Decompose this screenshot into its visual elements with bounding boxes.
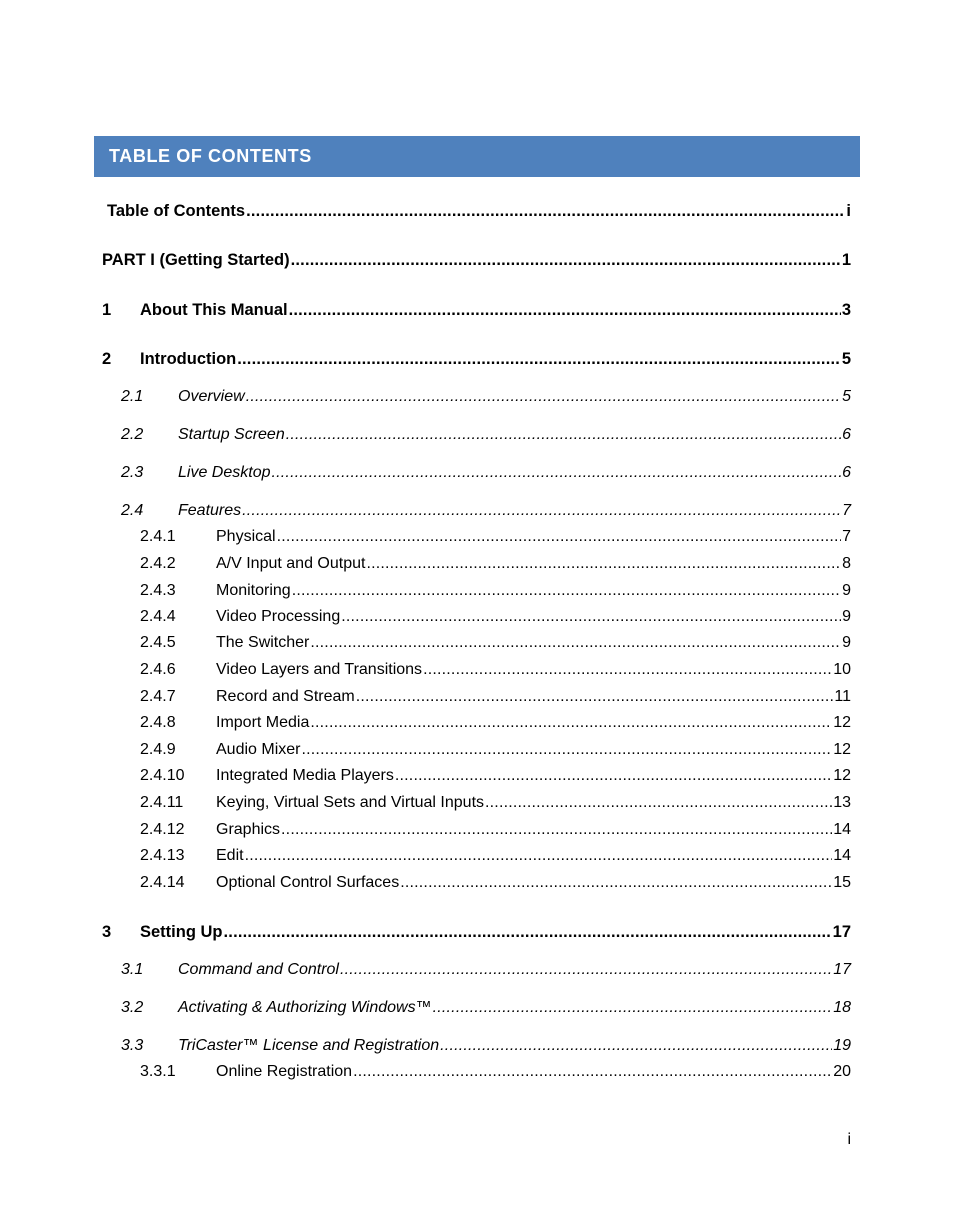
toc-entry-title: Edit xyxy=(216,847,244,864)
toc-entry-title: Integrated Media Players xyxy=(216,767,394,784)
toc-dot-leader xyxy=(341,606,841,628)
toc-entry-title: Live Desktop xyxy=(178,464,271,481)
toc-entry[interactable] xyxy=(140,606,851,628)
toc-entry[interactable] xyxy=(121,997,851,1019)
toc-dot-leader xyxy=(485,792,832,814)
toc-dot-leader xyxy=(440,1035,832,1057)
toc-entry[interactable] xyxy=(140,553,851,575)
toc-entry[interactable] xyxy=(121,424,851,446)
toc-entry-page: 1 xyxy=(841,251,851,269)
toc-entry-page: 20 xyxy=(833,1063,851,1080)
toc-entry[interactable] xyxy=(121,1035,851,1057)
toc-entry-page: 14 xyxy=(833,847,851,864)
toc-dot-leader xyxy=(423,659,832,681)
toc-entry-page: 12 xyxy=(833,741,851,758)
toc-entry-title: Physical xyxy=(216,528,276,545)
toc-entry-page: 8 xyxy=(842,555,851,572)
toc-entry-page: i xyxy=(846,202,851,220)
toc-entry[interactable] xyxy=(102,921,851,943)
toc-entry-page: 5 xyxy=(841,350,851,368)
toc-dot-leader xyxy=(224,921,832,943)
toc-entry-title: Optional Control Surfaces xyxy=(216,874,400,891)
toc-dot-leader xyxy=(291,249,841,271)
toc-dot-leader xyxy=(340,959,832,981)
toc-entry-number: 2.4.5 xyxy=(140,634,176,651)
toc-entry[interactable] xyxy=(140,845,851,867)
toc-dot-leader xyxy=(289,299,841,321)
toc-entry-title: Video Layers and Transitions xyxy=(216,661,423,678)
toc-entry-page: 12 xyxy=(833,714,851,731)
toc-dot-leader xyxy=(400,872,832,894)
toc-entry-title: A/V Input and Output xyxy=(216,555,366,572)
toc-dot-leader xyxy=(246,386,841,408)
toc-entry-number: 3.3.1 xyxy=(140,1063,176,1080)
toc-entry-number: 2.1 xyxy=(121,388,144,405)
toc-entry-number: 2.4.8 xyxy=(140,714,176,731)
toc-entry-number: 2.4.14 xyxy=(140,874,185,891)
toc-entry-number: 2.4.3 xyxy=(140,582,176,599)
toc-entry[interactable] xyxy=(140,765,851,787)
toc-entry[interactable] xyxy=(121,500,851,522)
toc-entry-page: 11 xyxy=(834,688,851,705)
toc-entry-title: Graphics xyxy=(216,821,281,838)
toc-entry-title: Table of Contents xyxy=(107,202,246,220)
toc-entry-title: Setting Up xyxy=(140,923,223,941)
toc-entry-page: 14 xyxy=(833,821,851,838)
toc-entry-number: 2.2 xyxy=(121,426,144,443)
toc-entry-page: 15 xyxy=(833,874,851,891)
toc-dot-leader xyxy=(301,739,832,761)
toc-entry-number: 2.4.11 xyxy=(140,794,184,811)
page-number: i xyxy=(847,1131,851,1148)
toc-entry[interactable] xyxy=(107,200,851,222)
toc-entry[interactable] xyxy=(102,348,851,370)
toc-entry[interactable] xyxy=(121,462,851,484)
toc-entry-title: Audio Mixer xyxy=(216,741,301,758)
toc-entry[interactable] xyxy=(140,739,851,761)
toc-dot-leader xyxy=(277,526,842,548)
toc-dot-leader xyxy=(272,462,842,484)
toc-entry[interactable] xyxy=(140,526,851,548)
toc-entry-page: 5 xyxy=(842,388,851,405)
toc-entry-title: Import Media xyxy=(216,714,310,731)
toc-entry-number: 2.4.12 xyxy=(140,821,185,838)
toc-entry-title: Overview xyxy=(178,388,245,405)
toc-entry[interactable] xyxy=(140,580,851,602)
toc-dot-leader xyxy=(281,819,832,841)
toc-entry-number: 2.4.10 xyxy=(140,767,185,784)
toc-entry-page: 6 xyxy=(842,426,851,443)
toc-entry-page: 18 xyxy=(833,999,851,1016)
toc-entry[interactable] xyxy=(140,659,851,681)
toc-dot-leader xyxy=(356,686,834,708)
toc-entry-number: 2.4.2 xyxy=(140,555,176,572)
toc-entry-title: Video Processing xyxy=(216,608,341,625)
toc-entry-page: 19 xyxy=(833,1037,851,1054)
toc-entry-title: Online Registration xyxy=(216,1063,353,1080)
toc-entry[interactable] xyxy=(121,959,851,981)
toc-entry[interactable] xyxy=(140,632,851,654)
toc-entry-number: 2.4.1 xyxy=(140,528,176,545)
toc-entry[interactable] xyxy=(140,686,851,708)
toc-entry-number: 2.4.9 xyxy=(140,741,176,758)
toc-entry-number: 3 xyxy=(102,923,112,941)
toc-heading: TABLE OF CONTENTS xyxy=(94,136,860,177)
toc-entry-number: 3.2 xyxy=(121,999,144,1016)
toc-entry[interactable] xyxy=(140,712,851,734)
toc-entry-number: 3.3 xyxy=(121,1037,144,1054)
toc-entry-page: 9 xyxy=(842,608,851,625)
toc-entry[interactable] xyxy=(102,249,851,271)
toc-dot-leader xyxy=(395,765,832,787)
toc-entry-title: Features xyxy=(178,502,242,519)
toc-entry-page: 7 xyxy=(842,502,851,519)
toc-entry-title: The Switcher xyxy=(216,634,310,651)
toc-entry-number: 2 xyxy=(102,350,112,368)
toc-entry-title: Record and Stream xyxy=(216,688,355,705)
toc-entry-page: 3 xyxy=(841,301,851,319)
toc-entry[interactable] xyxy=(140,1061,851,1083)
toc-entry[interactable] xyxy=(140,872,851,894)
toc-dot-leader xyxy=(245,845,833,867)
toc-entry[interactable] xyxy=(102,299,851,321)
toc-entry-page: 7 xyxy=(842,528,851,545)
toc-entry-title: Monitoring xyxy=(216,582,291,599)
toc-entry-page: 12 xyxy=(833,767,851,784)
toc-dot-leader xyxy=(366,553,841,575)
toc-entry-number: 2.4 xyxy=(121,502,144,519)
toc-entry-page: 13 xyxy=(833,794,851,811)
toc-entry-number: 3.1 xyxy=(121,961,144,978)
toc-dot-leader xyxy=(310,712,832,734)
toc-entry-number: 2.4.4 xyxy=(140,608,176,625)
toc-dot-leader xyxy=(237,348,841,370)
toc-entry-title: Startup Screen xyxy=(178,426,285,443)
toc-dot-leader xyxy=(292,580,841,602)
toc-entry-number: 1 xyxy=(102,301,112,319)
toc-entry-title: Keying, Virtual Sets and Virtual Inputs xyxy=(216,794,485,811)
toc-entry[interactable] xyxy=(140,792,851,814)
toc-dot-leader xyxy=(310,632,841,654)
toc-entry-page: 10 xyxy=(833,661,851,678)
toc-dot-leader xyxy=(286,424,841,446)
toc-dot-leader xyxy=(433,997,833,1019)
toc-entry-number: 2.4.13 xyxy=(140,847,185,864)
toc-entry[interactable] xyxy=(121,386,851,408)
toc-entry-number: 2.3 xyxy=(121,464,144,481)
toc-entry-number: 2.4.6 xyxy=(140,661,176,678)
toc-dot-leader xyxy=(353,1061,832,1083)
toc-entry[interactable] xyxy=(140,819,851,841)
toc-entry-title: About This Manual xyxy=(140,301,288,319)
toc-entry-title: TriCaster™ License and Registration xyxy=(178,1037,440,1054)
toc-entry-page: 9 xyxy=(842,634,851,651)
toc-entry-title: PART I (Getting Started) xyxy=(102,251,290,269)
toc-entry-title: Introduction xyxy=(140,350,237,368)
toc-dot-leader xyxy=(246,200,845,222)
toc-entry-page: 17 xyxy=(832,923,851,941)
toc-entry-page: 9 xyxy=(842,582,851,599)
toc-entry-number: 2.4.7 xyxy=(140,688,176,705)
toc-entry-title: Command and Control xyxy=(178,961,339,978)
toc-dot-leader xyxy=(242,500,841,522)
toc-entry-page: 17 xyxy=(833,961,851,978)
toc-entry-page: 6 xyxy=(842,464,851,481)
toc-entry-title: Activating & Authorizing Windows™ xyxy=(178,999,432,1016)
